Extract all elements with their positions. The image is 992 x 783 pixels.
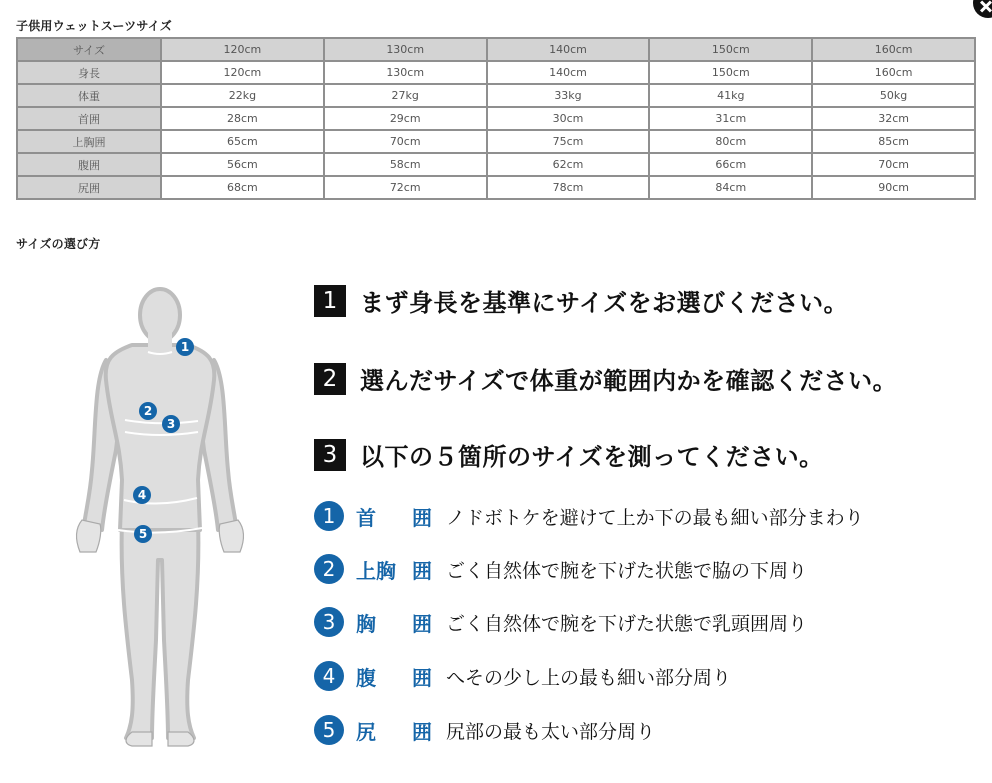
measurement-label: [356, 716, 432, 745]
close-icon[interactable]: [973, 0, 992, 18]
measurement-item-upper-chest: [314, 554, 807, 584]
table-cell: 140cm: [487, 61, 650, 84]
measurement-number-badge: 1: [314, 501, 344, 531]
measurement-label-part: 囲: [412, 611, 432, 636]
table-row: [17, 107, 975, 130]
table-row: [17, 61, 975, 84]
table-cell: 22kg: [161, 84, 324, 107]
header-label: サイズ: [17, 38, 161, 61]
measurement-label-part: 首: [356, 505, 376, 530]
measurement-number-badge: 3: [314, 607, 344, 637]
svg-text:5: 5: [138, 527, 148, 541]
table-cell: 75cm: [487, 130, 650, 153]
step-text: 以下の５箇所のサイズを測ってください。: [360, 443, 824, 471]
svg-text:3: 3: [166, 417, 176, 431]
measurement-label: [356, 502, 432, 531]
table-cell: 50kg: [812, 84, 975, 107]
table-cell: 30cm: [487, 107, 650, 130]
measurement-label-part: 上胸: [356, 558, 396, 583]
table-cell: 66cm: [649, 153, 812, 176]
table-cell: 31cm: [649, 107, 812, 130]
step-number: 2: [314, 363, 346, 395]
table-cell: 80cm: [649, 130, 812, 153]
header-col: 120cm: [161, 38, 324, 61]
step-number: 1: [314, 285, 346, 317]
table-cell: 68cm: [161, 176, 324, 199]
table-cell: 70cm: [812, 153, 975, 176]
table-cell: 160cm: [812, 61, 975, 84]
table-cell: 120cm: [161, 61, 324, 84]
table-cell: 58cm: [324, 153, 487, 176]
table-cell: 72cm: [324, 176, 487, 199]
svg-text:4: 4: [137, 488, 147, 502]
table-row: [17, 130, 975, 153]
measurement-item-waist: [314, 661, 731, 691]
table-row: [17, 84, 975, 107]
measurement-desc: ごく自然体で腕を下げた状態で乳頭囲周り: [446, 612, 808, 635]
step-item: [314, 437, 824, 472]
table-cell: 78cm: [487, 176, 650, 199]
step-number: 3: [314, 439, 346, 471]
size-table-title: 子供用ウェットスーツサイズ: [16, 19, 172, 33]
table-cell: 85cm: [812, 130, 975, 153]
table-header-row: [17, 38, 975, 61]
row-label: 尻囲: [17, 176, 161, 199]
table-cell: 28cm: [161, 107, 324, 130]
row-label: 首囲: [17, 107, 161, 130]
table-cell: 62cm: [487, 153, 650, 176]
size-table: [16, 37, 976, 200]
measurement-label: [356, 608, 432, 637]
measurement-label: [356, 662, 432, 691]
measurement-label: [356, 555, 432, 584]
table-cell: 32cm: [812, 107, 975, 130]
measurement-label-part: 囲: [412, 719, 432, 744]
table-cell: 150cm: [649, 61, 812, 84]
table-cell: 33kg: [487, 84, 650, 107]
header-col: 130cm: [324, 38, 487, 61]
header-col: 140cm: [487, 38, 650, 61]
measurement-number-badge: 4: [314, 661, 344, 691]
row-label: 身長: [17, 61, 161, 84]
table-cell: 65cm: [161, 130, 324, 153]
table-cell: 84cm: [649, 176, 812, 199]
table-cell: 27kg: [324, 84, 487, 107]
measurement-desc: ノドボトケを避けて上か下の最も細い部分まわり: [446, 506, 864, 529]
table-cell: 90cm: [812, 176, 975, 199]
measurement-item-chest: [314, 607, 807, 637]
step-text: 選んだサイズで体重が範囲内かを確認ください。: [360, 367, 898, 395]
body-diagram-icon: [40, 280, 270, 760]
row-label: 上胸囲: [17, 130, 161, 153]
table-cell: 56cm: [161, 153, 324, 176]
row-label: 体重: [17, 84, 161, 107]
table-cell: 70cm: [324, 130, 487, 153]
row-label: 腹囲: [17, 153, 161, 176]
measurement-number-badge: 5: [314, 715, 344, 745]
measurement-label-part: 尻: [356, 719, 376, 744]
measurement-label-part: 囲: [412, 558, 432, 583]
step-text: まず身長を基準にサイズをお選びください。: [360, 289, 849, 317]
svg-text:1: 1: [180, 340, 190, 354]
measurement-desc: へその少し上の最も細い部分周り: [446, 666, 732, 689]
header-col: 160cm: [812, 38, 975, 61]
table-cell: 41kg: [649, 84, 812, 107]
measurement-item-neck: [314, 501, 864, 531]
measurement-label-part: 囲: [412, 665, 432, 690]
measurement-label-part: 胸: [356, 611, 376, 636]
measurement-label-part: 囲: [412, 505, 432, 530]
step-item: [314, 283, 848, 318]
measurement-number-badge: 2: [314, 554, 344, 584]
measurement-desc: 尻部の最も太い部分周り: [446, 720, 656, 743]
step-item: [314, 361, 897, 396]
table-row: [17, 153, 975, 176]
svg-text:2: 2: [143, 404, 153, 418]
table-cell: 29cm: [324, 107, 487, 130]
howto-title: サイズの選び方: [16, 237, 101, 251]
measurement-label-part: 腹: [356, 665, 376, 690]
table-row: [17, 176, 975, 199]
measurement-item-hip: [314, 715, 655, 745]
header-col: 150cm: [649, 38, 812, 61]
measurement-desc: ごく自然体で腕を下げた状態で脇の下周り: [446, 559, 808, 582]
table-cell: 130cm: [324, 61, 487, 84]
